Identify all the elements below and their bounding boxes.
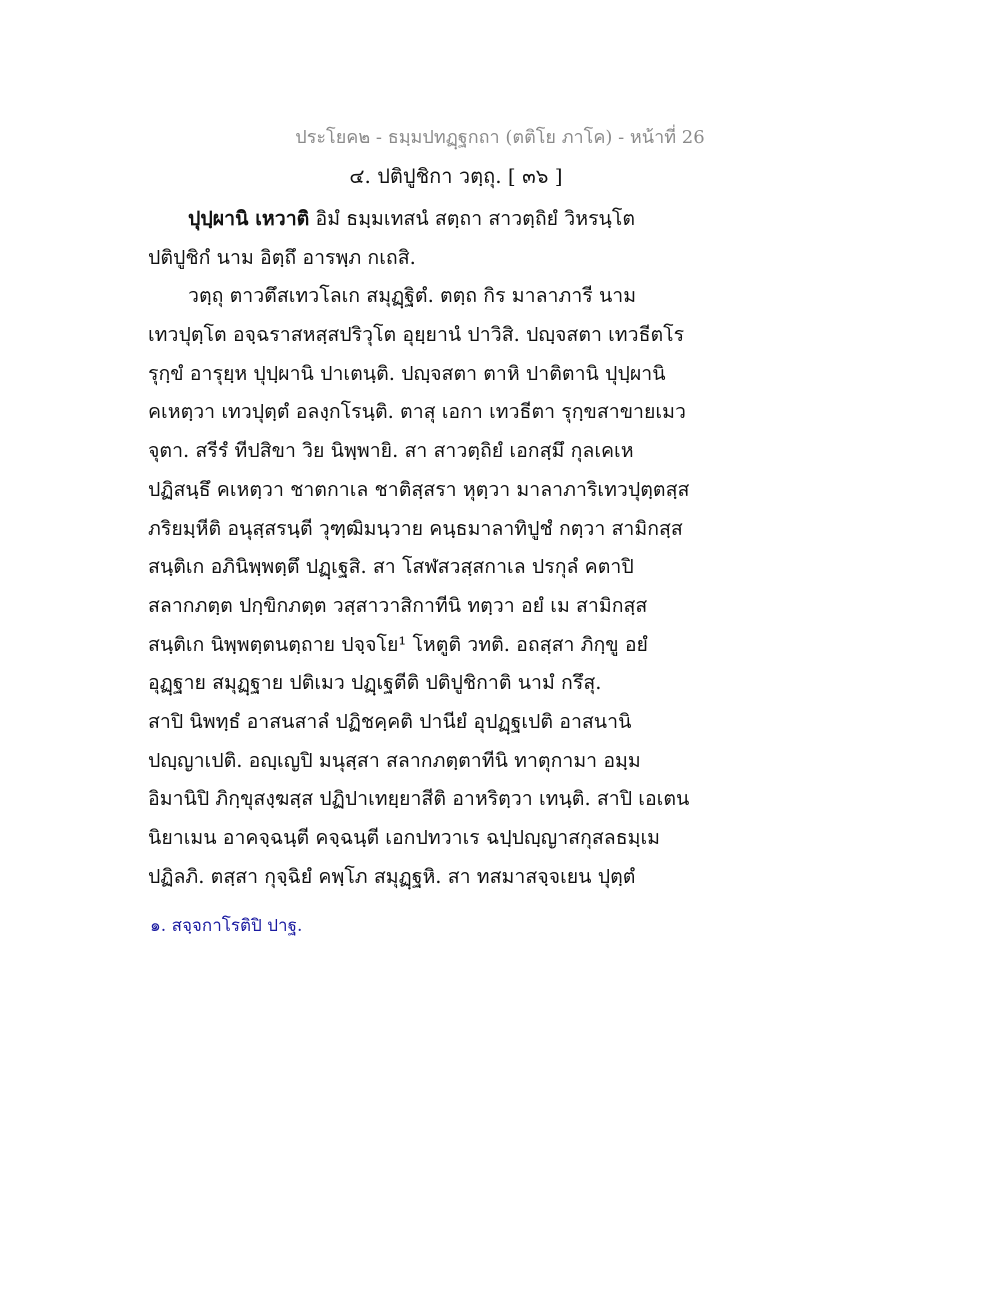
body-text [148,200,696,896]
body-line: ปฏิลภิ. ตสฺสา กุจฺฉิยํ คพฺโภ สมุฏฺฐหิ. สา ทสมาสจฺจเยน ปุตฺตํ [148,864,636,888]
body-line [148,200,696,239]
body-line-bold: ปุปฺผานิ เหวาติ [188,207,310,230]
body-line: สาปิ นิพทฺธํ อาสนสาลํ ปฏิชคฺคติ ปานียํ อุปฏฺฐเปติ อาสนานิ [148,709,632,733]
body-line: นิยาเมน อาคจฺฉนฺตี คจฺฉนฺตี เอกปทวาเร ฉปฺปญฺญาสกุสลธมฺเม [148,826,661,849]
body-line: เทวปุตฺโต อจฺฉราสหสฺสปริวุโต อุยฺยานํ ปาวิสิ. ปญฺจสตา เทวธีตโร [148,323,685,347]
footnote: ๑. สจฺจกาโรติปิ ปาฐ. [150,916,303,936]
section-heading-text: ๔. ปติปูชิกา วตฺถุ. [ ๓๖ ] [349,164,563,188]
body-line: สลากภตฺต ปกฺขิกภตฺต วสฺสาวาสิกาทีนิ ทตฺวา อยํ เม สามิกสฺส [148,593,648,617]
body-line: ภริยมฺหีติ อนุสฺสรนฺตี วุฑฺฒิมนฺวาย คนฺธมาลาทิปูชํ กตฺวา สามิกสฺส [148,516,683,540]
section-heading [0,160,1000,192]
body-line: ปติปูชิกํ นาม อิตฺถึ อารพฺภ กเถสิ. [148,245,416,269]
running-header [0,122,1000,151]
body-line: สนฺติเก อภินิพฺพตฺตึ ปฏฺเฐสิ. สา โสฬสวสฺสกาเล ปรกุลํ คตาปิ [148,555,634,579]
body-line: รุกฺขํ อารุยฺห ปุปฺผานิ ปาเตนฺติ. ปญฺจสตา ตาหิ ปาติตานิ ปุปฺผานิ [148,361,666,385]
body-line: สนฺติเก นิพฺพตฺตนตฺถาย ปจฺจโย¹ โหตูติ วทติ. อถสฺสา ภิกฺขู อยํ [148,632,648,656]
body-line-text: อิมํ ธมฺมเทสนํ สตฺถา สาวตฺถิยํ วิหรนฺโต [309,207,636,230]
body-line: ปญฺญาเปติ. อญฺเญปิ มนุสฺสา สลากภตฺตาทีนิ ทาตุกามา อมฺม [148,748,641,772]
body-line: ปฏิสนฺธึ คเหตฺวา ชาตกาเล ชาติสฺสรา หุตฺวา มาลาภาริเทวปุตฺตสฺส [148,477,690,501]
body-line: อุฏฺฐาย สมุฏฺฐาย ปติเมว ปฏฺเฐตีติ ปติปูชิกาติ นามํ กรึสุ. [148,671,602,695]
body-line: วตฺถุ ตาวตึสเทวโลเก สมุฏฺฐิตํ. ตตฺถ กิร มาลาภารี นาม [188,284,637,308]
running-header-text: ประโยค๒ - ธมฺมปทฏฺฐกถา (ตติโย ภาโค) - หน้าที่ 26 [295,127,705,148]
body-line: อิมานิปิ ภิกฺขุสงฺฆสฺส ปฏิปาเทยฺยาสีติ อาหริตฺวา เทนฺติ. สาปิ เอเตน [148,787,690,811]
body-line: จุตา. สรีรํ ทีปสิขา วิย นิพฺพายิ. สา สาวตฺถิยํ เอกสฺมึ กุลเคเห [148,439,634,463]
body-line: คเหตฺวา เทวปุตฺตํ อลงฺกโรนฺติ. ตาสุ เอกา เทวธีตา รุกฺขสาขายเมว [148,400,686,424]
